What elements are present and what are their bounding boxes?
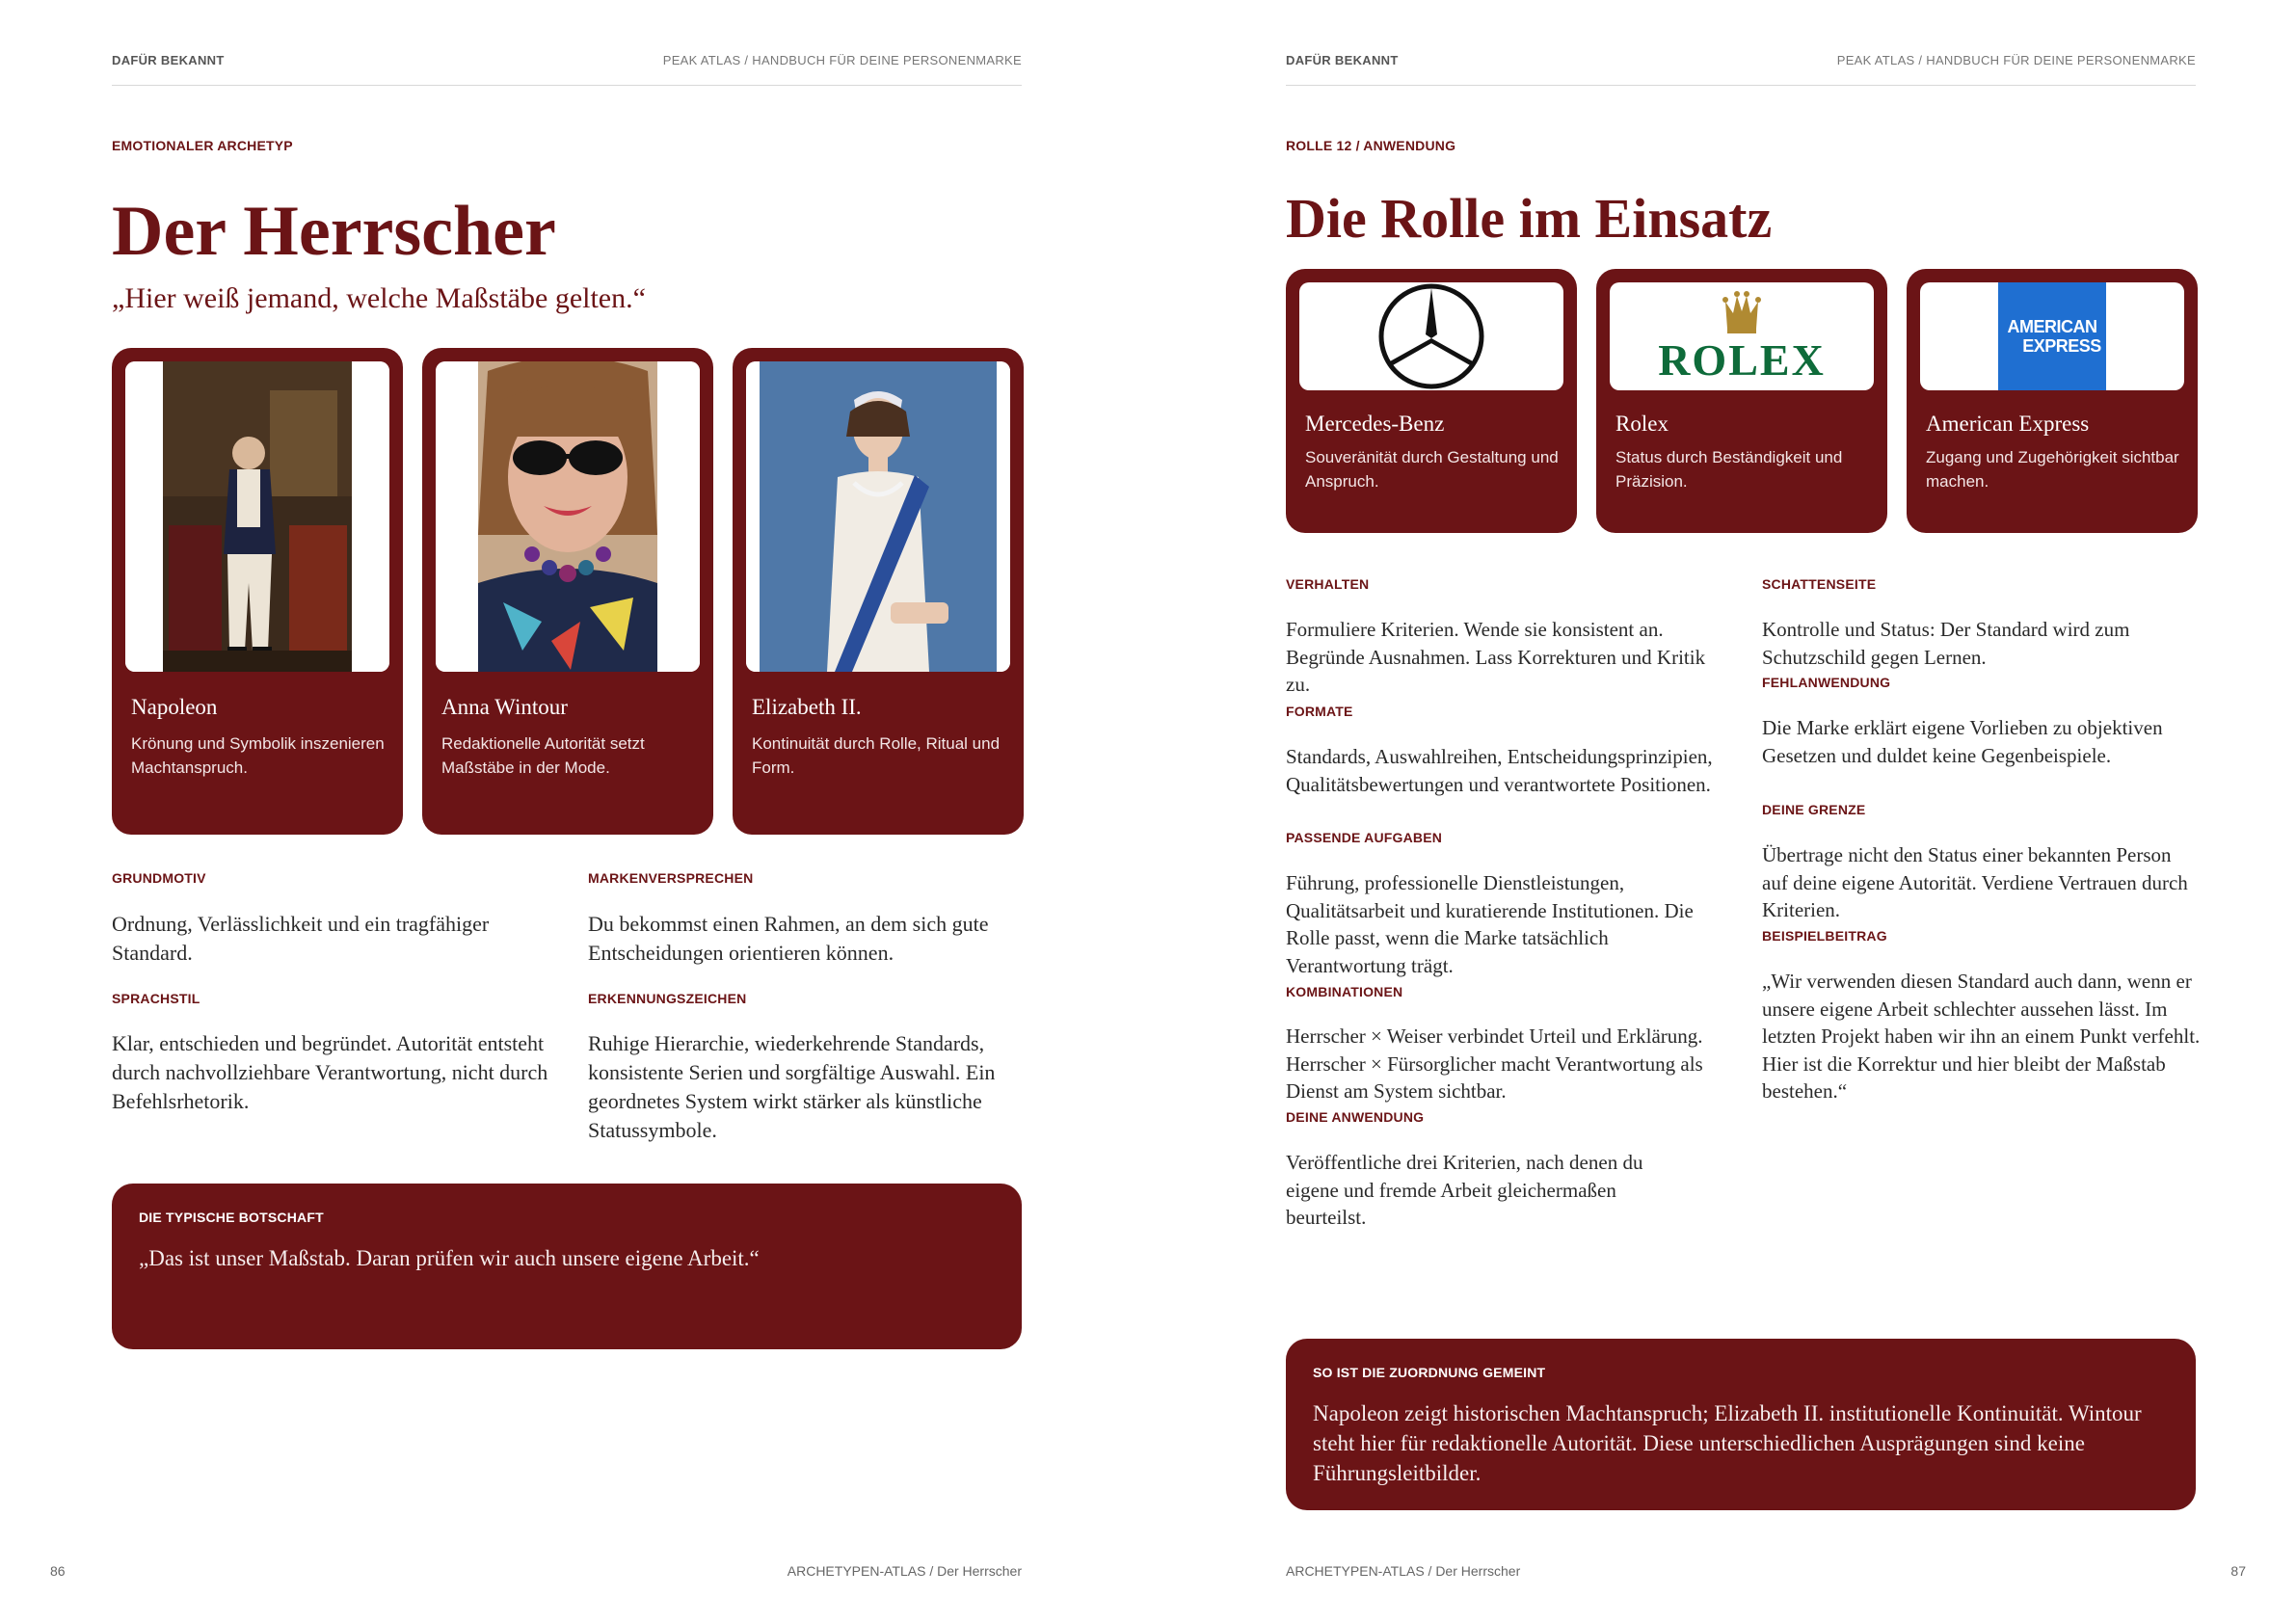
verhalten-label: VERHALTEN	[1286, 576, 1370, 592]
message-text: „Das ist unser Maßstab. Daran prüfen wir auch unsere eigene Arbeit.“	[139, 1246, 760, 1270]
beispiel-text: „Wir verwenden diesen Standard auch dann, wenn er unsere eigene Arbeit schlechter aussehen lässt. Im letzten Projekt haben wir ihn an einem Punkt verfehlt. Hier ist die Korrektur und hier bleibt der Maßstab bestehen.“	[1762, 970, 2201, 1103]
card-name: Anna Wintour	[441, 695, 568, 719]
amex-logo	[1920, 282, 2184, 390]
schattenseite-text: Kontrolle und Status: Der Standard wird zum Schutzschild gegen Lernen.	[1762, 618, 2130, 669]
rolex-logo	[1610, 282, 1874, 390]
erkennungszeichen-label: ERKENNUNGSZEICHEN	[588, 991, 747, 1006]
wintour-portrait	[436, 361, 700, 672]
card-name: Elizabeth II.	[752, 695, 862, 719]
crown-icon	[1722, 291, 1761, 333]
card-name: Napoleon	[131, 695, 218, 719]
person-card-wintour	[422, 348, 713, 835]
verhalten-text: Formuliere Kriterien. Wende sie konsistent an. Begründe Ausnahmen. Lass Korrekturen und Kritik zu.	[1286, 618, 1706, 696]
grenze-label: DEINE GRENZE	[1762, 802, 1866, 817]
brand-description: Souveränität durch Gestaltung und Anspruch.	[1305, 448, 1559, 491]
erkennungszeichen-text: Ruhige Hierarchie, wiederkehrende Standards, konsistente Serien und sorgfältige Auswahl. Ein geordnetes System wirkt stärker als künstliche Statussymbole.	[588, 1031, 996, 1142]
card-description: Krönung und Symbolik inszenieren Machtanspruch.	[131, 734, 385, 777]
grundmotiv-label: GRUNDMOTIV	[112, 870, 206, 886]
schattenseite-label: SCHATTENSEITE	[1762, 576, 1877, 592]
page-number: 87	[2230, 1563, 2246, 1579]
markenversprechen-text: Du bekommst einen Rahmen, an dem sich gute Entscheidungen orientieren können.	[588, 912, 989, 965]
brand-card-mercedes	[1286, 269, 1577, 533]
typical-message-box	[112, 1184, 1022, 1349]
fehlanwendung-text: Die Marke erklärt eigene Vorlieben zu objektiven Gesetzen und duldet keine Gegenbeispiele.	[1762, 716, 2163, 767]
mercedes-logo	[1299, 282, 1563, 390]
brand-name: Mercedes-Benz	[1305, 412, 1445, 436]
page-subtitle: „Hier weiß jemand, welche Maßstäbe gelten.“	[112, 282, 646, 314]
aufgaben-text: Führung, professionelle Dienstleistungen, Qualitätsarbeit und kuratierende Institutionen. Die Rolle passt, wenn die Marke tatsächlich Verantwortung trägt.	[1286, 871, 1694, 977]
person-card-elizabeth	[733, 348, 1024, 835]
brand-name: Rolex	[1615, 412, 1669, 436]
amex-logo-box	[1998, 282, 2106, 390]
page-number: 86	[50, 1563, 66, 1579]
brand-description: Zugang und Zugehörigkeit sichtbar machen.	[1926, 448, 2179, 491]
kicker: EMOTIONALER ARCHETYP	[112, 138, 293, 153]
beispiel-label: BEISPIELBEITRAG	[1762, 928, 1887, 944]
running-head-right: PEAK ATLAS / HANDBUCH FÜR DEINE PERSONENMARKE	[662, 53, 1022, 67]
grenze-text: Übertrage nicht den Status einer bekannten Person auf deine eigene Autorität. Verdiene Vertrauen durch Kriterien.	[1762, 843, 2188, 921]
grundmotiv-text: Ordnung, Verlässlichkeit und ein tragfähiger Standard.	[112, 912, 490, 965]
box-text: Napoleon zeigt historischen Machtanspruch; Elizabeth II. institutionelle Kontinuität. Wintour steht hier für redaktionelle Autorität. Diese unterschiedlichen Ausprägungen sind keine Führungsleitbilder.	[1313, 1401, 2142, 1485]
amex-line2: EXPRESS	[2022, 336, 2101, 356]
card-description: Redaktionelle Autorität setzt Maßstäbe in der Mode.	[441, 734, 645, 777]
kicker: ROLLE 12 / ANWENDUNG	[1286, 138, 1456, 153]
brand-card-amex	[1907, 269, 2198, 533]
message-label: DIE TYPISCHE BOTSCHAFT	[139, 1210, 324, 1225]
sprachstil-text: Klar, entschieden und begründet. Autorität entsteht durch nachvollziehbare Verantwortung, nicht durch Befehlsrhetorik.	[112, 1031, 548, 1113]
running-head	[112, 53, 1022, 86]
fehlanwendung-label: FEHLANWENDUNG	[1762, 675, 1891, 690]
running-head-right: PEAK ATLAS / HANDBUCH FÜR DEINE PERSONENMARKE	[1836, 53, 2196, 67]
running-head	[1286, 53, 2196, 86]
page-footer: ARCHETYPEN-ATLAS / Der Herrscher	[1286, 1563, 1521, 1579]
brand-description: Status durch Beständigkeit und Präzision.	[1615, 448, 1843, 491]
kombinationen-text: Herrscher × Weiser verbindet Urteil und Erklärung. Herrscher × Fürsorglicher macht Verantwortung als Dienst am System sichtbar.	[1286, 1024, 1703, 1103]
page-title: Der Herrscher	[112, 192, 556, 271]
running-head-left: DAFÜR BEKANNT	[1286, 53, 1399, 67]
markenversprechen-label: MARKENVERSPRECHEN	[588, 870, 754, 886]
formate-text: Standards, Auswahlreihen, Entscheidungsprinzipien, Qualitätsbewertungen und verantwortete Positionen.	[1286, 745, 1713, 796]
card-description: Kontinuität durch Rolle, Ritual und Form.	[752, 734, 1001, 777]
kombinationen-label: KOMBINATIONEN	[1286, 984, 1403, 999]
elizabeth-portrait	[746, 361, 1010, 672]
amex-line1: AMERICAN	[2007, 317, 2097, 336]
page-title: Die Rolle im Einsatz	[1286, 187, 1773, 250]
page-footer: ARCHETYPEN-ATLAS / Der Herrscher	[787, 1563, 1022, 1579]
brand-card-rolex	[1596, 269, 1887, 533]
sprachstil-label: SPRACHSTIL	[112, 991, 200, 1006]
right-page	[1148, 0, 2296, 1623]
running-head-left: DAFÜR BEKANNT	[112, 53, 225, 67]
anwendung-label: DEINE ANWENDUNG	[1286, 1109, 1425, 1125]
box-label: SO IST DIE ZUORDNUNG GEMEINT	[1313, 1365, 1546, 1380]
anwendung-text: Veröffentliche drei Kriterien, nach denen du eigene und fremde Arbeit gleichermaßen beurteilst.	[1286, 1151, 1643, 1229]
rolex-wordmark: ROLEX	[1658, 335, 1826, 385]
person-card-napoleon	[112, 348, 403, 835]
assignment-note-box	[1286, 1339, 2196, 1510]
aufgaben-label: PASSENDE AUFGABEN	[1286, 830, 1443, 845]
brand-name: American Express	[1926, 412, 2090, 436]
napoleon-portrait	[125, 361, 389, 672]
formate-label: FORMATE	[1286, 704, 1353, 719]
